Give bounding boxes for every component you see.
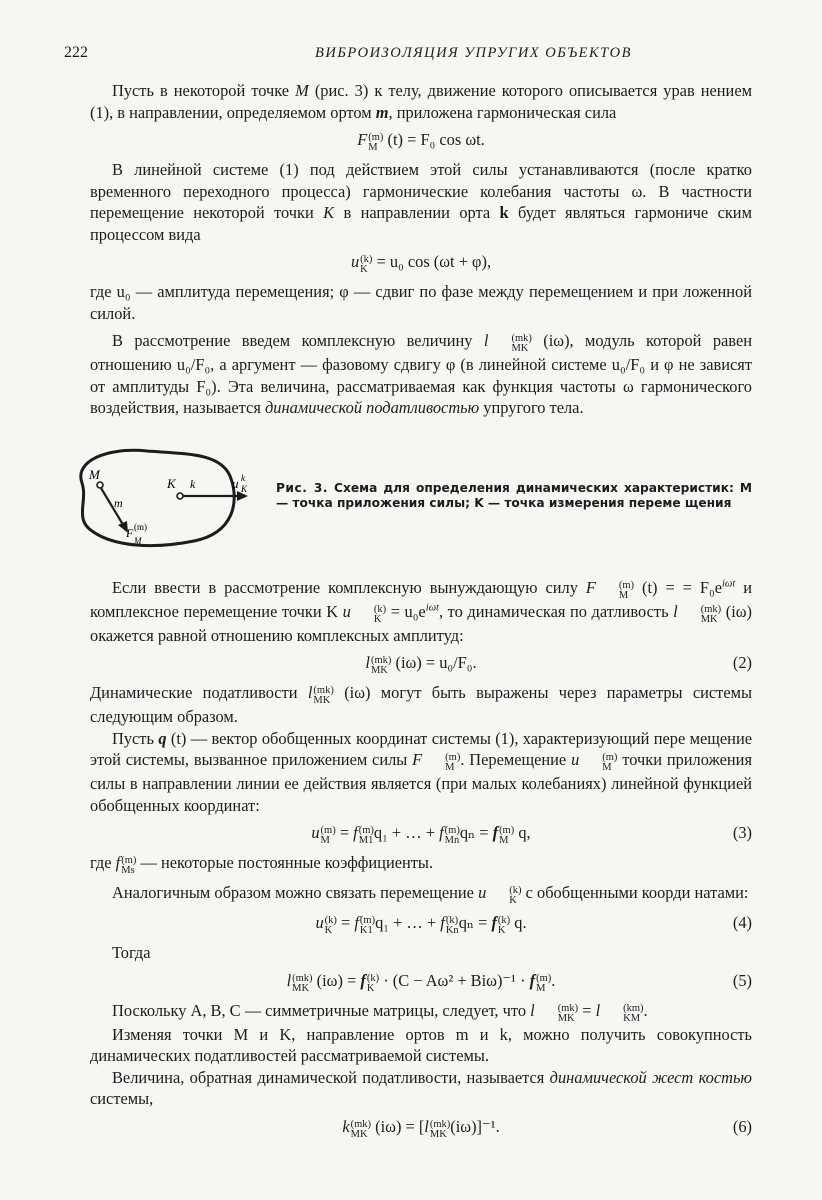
page-header [64, 44, 752, 62]
equation-number-6: (6) [732, 1116, 752, 1136]
label-u: u [232, 475, 239, 491]
equation-4: u (k) K = f (m) K1 q₁ + … + f (k) Kn qₙ = f (k) K q. (4) [315, 913, 752, 936]
running-title: ВИБРОИЗОЛЯЦИЯ УПРУГИХ ОБЪЕКТОВ [315, 45, 632, 61]
then-label: Тогда [112, 943, 151, 962]
paragraph-12: Величина, обратная динамической податливости, называется динамической жест костью системы, [90, 1067, 752, 1108]
paragraph-3: где u₀ — амплитуда перемещения; φ — сдвиг по фазе между перемещением и при ложенной силой. [90, 282, 752, 323]
paragraph-10: Поскольку A, B, C — симметричные матрицы, следует, что l (mk) MK = l (km) KM . [112, 1000, 648, 1024]
label-u-sup: k [241, 472, 245, 483]
label-u-sub: K [241, 483, 248, 494]
paragraph-1: Пусть в некоторой точке M (рис. 3) к телу, движение которого описывается урав нением (1), в направлении, определяемом ортом m, приложена гармоническая сила [90, 81, 752, 122]
paragraph-8: где f (m) Ms — некоторые постоянные коэффициенты. [90, 853, 434, 876]
label-M: M [89, 466, 100, 482]
paragraph-9: Аналогичным образом можно связать перемещение u (k) K с обобщенными коорди натами: [112, 883, 749, 906]
paragraph-2: В линейной системе (1) под действием этой силы устанавливаются (после кратко временного переходного процесса) гармонические колебания частоты ω. В частности перемещение некоторой точки K в направлении орта k будет являться гармониче ским процессом вида [90, 160, 752, 244]
label-m: m [114, 495, 123, 510]
figure-caption: Рис. 3. Схема для определения динамических характеристик: M — точка приложения силы; K — точка измерения переме щения [276, 480, 752, 510]
equation-5: l (mk) MK (iω) = f (k) K · (C − Aω² + Biω)⁻¹ · f (m) M . (5) [286, 970, 752, 994]
equation-number-2: (2) [732, 653, 752, 672]
equation-number-3: (3) [732, 823, 752, 842]
elastic-body-diagram [62, 441, 262, 551]
paragraph-6: Динамические податливости l (mk) MK (iω) могут быть выражены через параметры системы следующим образом. [90, 683, 752, 726]
equation-number-4: (4) [732, 913, 752, 932]
label-F-sup: (m) [134, 521, 147, 532]
point-K [177, 493, 183, 499]
label-K: K [167, 475, 176, 491]
label-k: k [190, 476, 196, 491]
paragraph-4: В рассмотрение введем комплексную величину l (mk) MK (iω), модуль которой равен отношению u₀/F₀, а аргумент — фазовому сдвигу φ (в линейной системе u₀/F₀ и φ не зависят от амплитуды F₀). Эта величина, рассматриваемая как функция частоты ω гармонического воздействия, называется динамической податливостью упругого тела. [90, 331, 752, 417]
label-F-sub: M [134, 535, 142, 546]
paragraph-5: Если ввести в рассмотрение комплексную вынуждающую силу F (m) M (t) = = $F_0e^{i\omega t}$ и комплексное перемещение точки K u (k) K = $u_0e^{i\omega t}$, то динамическая по датливость l (mk) MK (iω) окажется равной отношению комплексных амплитуд: [90, 577, 752, 645]
paragraph-7: Пусть q (t) — вектор обобщенных координат системы (1), характеризующий пере мещение этой системы, вызванное приложением силы F (m) M . Перемещение u (m) M точки приложения силы в направлении линии ее действия является (при малых колебаниях) линейной функцией обобщенных координат: [90, 728, 752, 815]
page-number: 222 [64, 44, 88, 61]
point-M [97, 482, 103, 488]
equation-3: u (m) M = f (m) M1 q₁ + … + f (m) Mn qₙ = f (m) M q, (3) [311, 823, 752, 846]
equation-2: l (mk) MK (iω) = u₀/F₀. (2) [365, 653, 752, 676]
body-contour [81, 450, 234, 545]
equation-number-5: (5) [732, 970, 752, 990]
equation-displacement: u (k) K = u₀ cos (ωt + φ), [350, 252, 492, 275]
equation-6: k (mk) MK (iω) = [l (mk) MK (iω)]⁻¹. (6) [342, 1116, 752, 1140]
figure-3 [62, 441, 752, 551]
paragraph-11: Изменяя точки M и K, направление ортов m и k, можно получить совокупность динамических податливостей рассматриваемой системы. [90, 1024, 752, 1065]
label-F: F [126, 525, 134, 540]
equation-force: F (m) M (t) = F₀ cos ωt. [357, 130, 485, 153]
